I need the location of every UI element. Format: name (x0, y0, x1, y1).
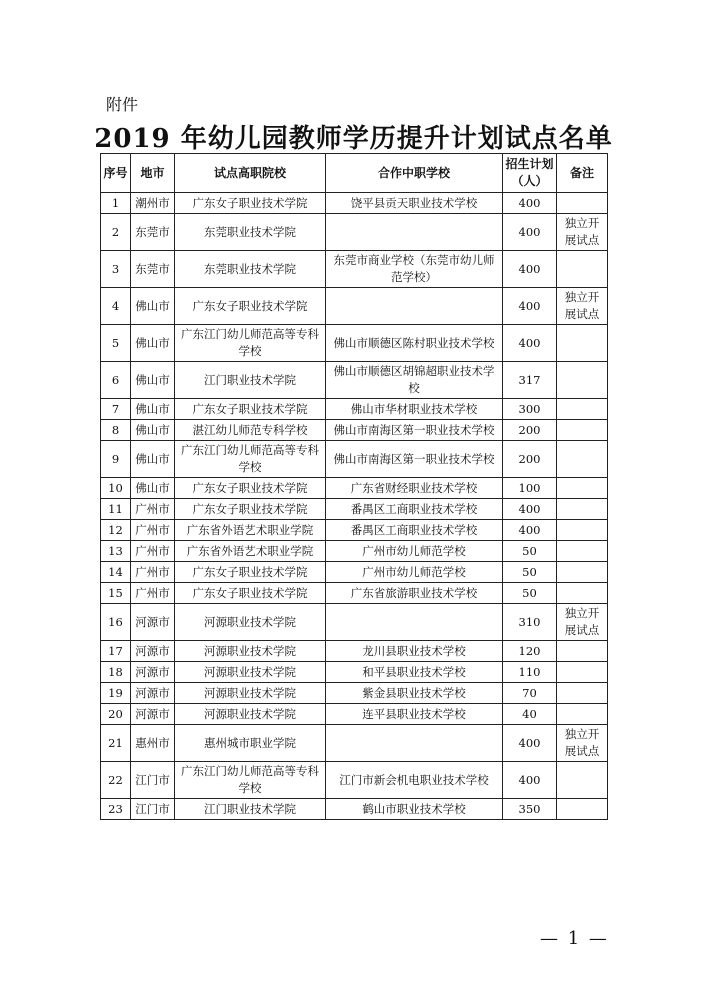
cell-college: 东莞职业技术学院 (175, 214, 326, 251)
table-row (101, 541, 608, 562)
cell-index: 19 (101, 683, 131, 704)
table-row (101, 288, 608, 325)
cell-partner-school: 龙川县职业技术学校 (326, 641, 503, 662)
table-row (101, 478, 608, 499)
cell-city: 佛山市 (131, 362, 175, 399)
cell-index: 10 (101, 478, 131, 499)
cell-enrollment: 120 (503, 641, 557, 662)
cell-city: 潮州市 (131, 193, 175, 214)
header-college: 试点高职院校 (175, 154, 326, 193)
cell-partner-school: 饶平县贡天职业技术学校 (326, 193, 503, 214)
cell-enrollment: 310 (503, 604, 557, 641)
header-remarks: 备注 (557, 154, 608, 193)
cell-index: 5 (101, 325, 131, 362)
cell-remarks (557, 799, 608, 820)
cell-college: 广东省外语艺术职业学院 (175, 541, 326, 562)
cell-college: 惠州城市职业学院 (175, 725, 326, 762)
cell-city: 江门市 (131, 762, 175, 799)
cell-partner-school (326, 725, 503, 762)
cell-enrollment: 50 (503, 562, 557, 583)
cell-partner-school: 佛山市顺德区胡锦超职业技术学校 (326, 362, 503, 399)
cell-partner-school: 番禺区工商职业技术学校 (326, 520, 503, 541)
cell-college: 河源职业技术学院 (175, 662, 326, 683)
cell-city: 河源市 (131, 704, 175, 725)
cell-partner-school: 连平县职业技术学校 (326, 704, 503, 725)
attachment-label: 附件 (106, 95, 139, 114)
cell-index: 23 (101, 799, 131, 820)
cell-city: 佛山市 (131, 420, 175, 441)
cell-college: 广东女子职业技术学院 (175, 193, 326, 214)
cell-remarks: 独立开展试点 (557, 604, 608, 641)
cell-index: 21 (101, 725, 131, 762)
header-enrollment: 招生计划（人） (503, 154, 557, 193)
cell-index: 1 (101, 193, 131, 214)
table-row (101, 441, 608, 478)
cell-enrollment: 400 (503, 214, 557, 251)
cell-college: 河源职业技术学院 (175, 604, 326, 641)
pilot-list-table (100, 153, 608, 820)
cell-college: 江门职业技术学院 (175, 799, 326, 820)
table-row (101, 762, 608, 799)
table-row (101, 362, 608, 399)
table-row (101, 399, 608, 420)
page-title: 2019 年幼儿园教师学历提升计划试点名单 (94, 124, 613, 154)
cell-enrollment: 200 (503, 420, 557, 441)
cell-index: 13 (101, 541, 131, 562)
cell-enrollment: 350 (503, 799, 557, 820)
cell-enrollment: 317 (503, 362, 557, 399)
cell-partner-school: 广东省旅游职业技术学校 (326, 583, 503, 604)
table-row (101, 662, 608, 683)
table-row (101, 562, 608, 583)
cell-index: 14 (101, 562, 131, 583)
cell-college: 广东女子职业技术学院 (175, 562, 326, 583)
cell-partner-school: 广州市幼儿师范学校 (326, 562, 503, 583)
cell-remarks (557, 362, 608, 399)
cell-remarks (557, 541, 608, 562)
table-row (101, 641, 608, 662)
cell-college: 广东女子职业技术学院 (175, 478, 326, 499)
table-row (101, 683, 608, 704)
table-header-row (101, 154, 608, 193)
cell-city: 河源市 (131, 641, 175, 662)
cell-city: 佛山市 (131, 441, 175, 478)
cell-partner-school: 佛山市顺德区陈村职业技术学校 (326, 325, 503, 362)
cell-city: 江门市 (131, 799, 175, 820)
cell-index: 20 (101, 704, 131, 725)
cell-remarks (557, 583, 608, 604)
cell-city: 佛山市 (131, 288, 175, 325)
header-city: 地市 (131, 154, 175, 193)
cell-enrollment: 200 (503, 441, 557, 478)
cell-college: 广东女子职业技术学院 (175, 288, 326, 325)
page-number: — 1 — (540, 928, 609, 949)
cell-remarks (557, 193, 608, 214)
cell-city: 广州市 (131, 520, 175, 541)
cell-remarks (557, 641, 608, 662)
cell-remarks (557, 704, 608, 725)
cell-index: 8 (101, 420, 131, 441)
cell-remarks (557, 325, 608, 362)
table-body (101, 193, 608, 820)
cell-city: 佛山市 (131, 478, 175, 499)
cell-remarks (557, 441, 608, 478)
cell-remarks (557, 662, 608, 683)
cell-partner-school: 和平县职业技术学校 (326, 662, 503, 683)
cell-city: 河源市 (131, 662, 175, 683)
cell-enrollment: 100 (503, 478, 557, 499)
table-row (101, 193, 608, 214)
cell-partner-school: 佛山市南海区第一职业技术学校 (326, 441, 503, 478)
cell-index: 7 (101, 399, 131, 420)
cell-remarks (557, 562, 608, 583)
table-row (101, 420, 608, 441)
cell-partner-school: 江门市新会机电职业技术学校 (326, 762, 503, 799)
table-row (101, 604, 608, 641)
cell-index: 11 (101, 499, 131, 520)
cell-index: 17 (101, 641, 131, 662)
cell-enrollment: 400 (503, 251, 557, 288)
cell-index: 15 (101, 583, 131, 604)
cell-remarks (557, 520, 608, 541)
cell-college: 河源职业技术学院 (175, 683, 326, 704)
cell-city: 佛山市 (131, 399, 175, 420)
cell-enrollment: 400 (503, 499, 557, 520)
cell-city: 惠州市 (131, 725, 175, 762)
cell-partner-school (326, 604, 503, 641)
cell-partner-school: 紫金县职业技术学校 (326, 683, 503, 704)
cell-enrollment: 400 (503, 520, 557, 541)
cell-remarks (557, 499, 608, 520)
cell-city: 东莞市 (131, 214, 175, 251)
table-row (101, 499, 608, 520)
cell-remarks (557, 478, 608, 499)
cell-college: 湛江幼儿师范专科学校 (175, 420, 326, 441)
cell-remarks: 独立开展试点 (557, 725, 608, 762)
cell-enrollment: 300 (503, 399, 557, 420)
cell-index: 4 (101, 288, 131, 325)
cell-college: 广东江门幼儿师范高等专科学校 (175, 441, 326, 478)
cell-city: 东莞市 (131, 251, 175, 288)
cell-index: 6 (101, 362, 131, 399)
cell-city: 广州市 (131, 541, 175, 562)
cell-enrollment: 50 (503, 583, 557, 604)
cell-remarks (557, 420, 608, 441)
cell-city: 佛山市 (131, 325, 175, 362)
cell-college: 广东女子职业技术学院 (175, 499, 326, 520)
cell-enrollment: 110 (503, 662, 557, 683)
cell-enrollment: 400 (503, 762, 557, 799)
cell-city: 广州市 (131, 562, 175, 583)
cell-college: 广东省外语艺术职业学院 (175, 520, 326, 541)
cell-index: 12 (101, 520, 131, 541)
cell-city: 河源市 (131, 604, 175, 641)
cell-partner-school: 鹤山市职业技术学校 (326, 799, 503, 820)
table-row (101, 325, 608, 362)
cell-enrollment: 400 (503, 288, 557, 325)
cell-partner-school: 东莞市商业学校（东莞市幼儿师范学校） (326, 251, 503, 288)
cell-index: 22 (101, 762, 131, 799)
cell-remarks (557, 762, 608, 799)
cell-college: 东莞职业技术学院 (175, 251, 326, 288)
cell-enrollment: 50 (503, 541, 557, 562)
table-row (101, 799, 608, 820)
table-row (101, 704, 608, 725)
cell-remarks: 独立开展试点 (557, 214, 608, 251)
cell-enrollment: 70 (503, 683, 557, 704)
cell-partner-school: 番禺区工商职业技术学校 (326, 499, 503, 520)
cell-college: 河源职业技术学院 (175, 641, 326, 662)
table-row (101, 583, 608, 604)
cell-partner-school (326, 214, 503, 251)
table-row (101, 520, 608, 541)
table-row (101, 251, 608, 288)
cell-college: 江门职业技术学院 (175, 362, 326, 399)
cell-index: 9 (101, 441, 131, 478)
cell-remarks: 独立开展试点 (557, 288, 608, 325)
cell-index: 2 (101, 214, 131, 251)
cell-partner-school: 广东省财经职业技术学校 (326, 478, 503, 499)
cell-enrollment: 400 (503, 325, 557, 362)
cell-city: 广州市 (131, 499, 175, 520)
cell-partner-school (326, 288, 503, 325)
cell-city: 河源市 (131, 683, 175, 704)
table-row (101, 214, 608, 251)
cell-city: 广州市 (131, 583, 175, 604)
header-index: 序号 (101, 154, 131, 193)
cell-enrollment: 40 (503, 704, 557, 725)
cell-index: 18 (101, 662, 131, 683)
cell-enrollment: 400 (503, 193, 557, 214)
cell-index: 3 (101, 251, 131, 288)
cell-partner-school: 广州市幼儿师范学校 (326, 541, 503, 562)
cell-remarks (557, 251, 608, 288)
cell-remarks (557, 683, 608, 704)
cell-college: 广东女子职业技术学院 (175, 399, 326, 420)
header-partner-school: 合作中职学校 (326, 154, 503, 193)
cell-remarks (557, 399, 608, 420)
cell-college: 广东江门幼儿师范高等专科学校 (175, 762, 326, 799)
cell-partner-school: 佛山市华材职业技术学校 (326, 399, 503, 420)
cell-college: 广东女子职业技术学院 (175, 583, 326, 604)
cell-college: 广东江门幼儿师范高等专科学校 (175, 325, 326, 362)
cell-index: 16 (101, 604, 131, 641)
table-row (101, 725, 608, 762)
cell-partner-school: 佛山市南海区第一职业技术学校 (326, 420, 503, 441)
cell-enrollment: 400 (503, 725, 557, 762)
cell-college: 河源职业技术学院 (175, 704, 326, 725)
